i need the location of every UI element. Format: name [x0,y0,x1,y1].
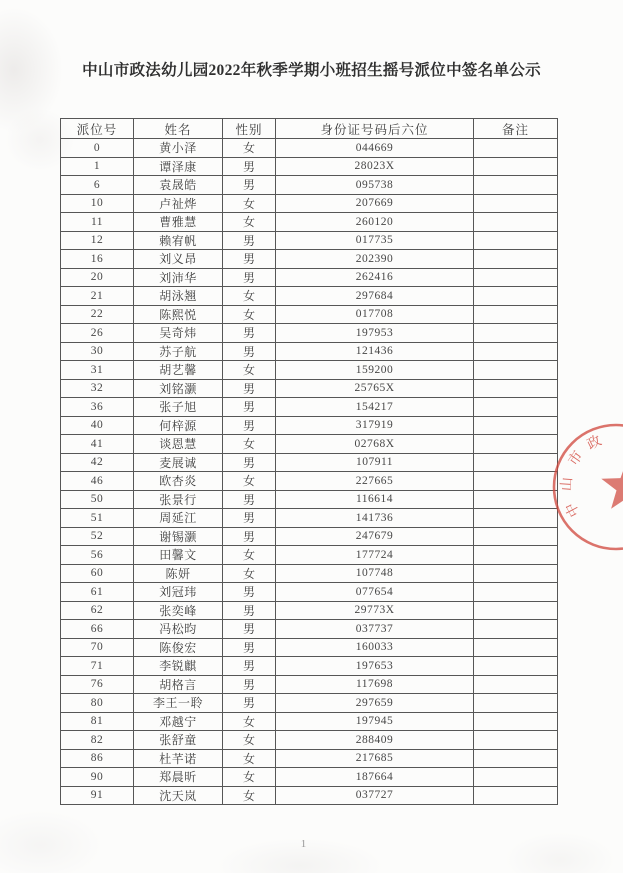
cell-id-last6: 177724 [276,546,474,565]
cell-name: 谢锡灏 [134,527,223,546]
cell-number: 50 [61,490,134,509]
seal-char: 政 [585,433,605,454]
cell-name: 张舒童 [134,731,223,750]
table-row [61,583,558,602]
cell-name: 何梓源 [134,416,223,435]
table-row [61,453,558,472]
cell-remarks [474,305,558,324]
cell-number: 21 [61,287,134,306]
cell-id-last6: 107748 [276,564,474,583]
seal-star-icon [601,460,623,509]
cell-number: 26 [61,324,134,343]
cell-name: 陈俊宏 [134,638,223,657]
cell-name: 谭泽康 [134,157,223,176]
cell-number: 36 [61,398,134,417]
cell-number: 32 [61,379,134,398]
table-row [61,620,558,639]
cell-name: 刘冠玮 [134,583,223,602]
cell-remarks [474,342,558,361]
cell-id-last6: 317919 [276,416,474,435]
table-row [61,694,558,713]
table-row [61,342,558,361]
cell-gender: 男 [223,638,276,657]
cell-number: 12 [61,231,134,250]
cell-gender: 男 [223,416,276,435]
cell-name: 卢祉烨 [134,194,223,213]
cell-gender: 男 [223,453,276,472]
cell-number: 62 [61,601,134,620]
cell-name: 李王一聆 [134,694,223,713]
cell-gender: 男 [223,694,276,713]
cell-number: 66 [61,620,134,639]
cell-gender: 男 [223,527,276,546]
cell-id-last6: 197953 [276,324,474,343]
table-row [61,527,558,546]
cell-name: 刘铭灏 [134,379,223,398]
cell-number: 41 [61,435,134,454]
cell-id-last6: 262416 [276,268,474,287]
cell-number: 16 [61,250,134,269]
cell-remarks [474,731,558,750]
cell-remarks [474,620,558,639]
cell-name: 杜芊诺 [134,749,223,768]
cell-id-last6: 037737 [276,620,474,639]
table-row [61,268,558,287]
cell-id-last6: 202390 [276,250,474,269]
page-title: 中山市政法幼儿园2022年秋季学期小班招生摇号派位中签名单公示 [82,62,541,79]
cell-number: 56 [61,546,134,565]
cell-gender: 女 [223,546,276,565]
cell-gender: 女 [223,786,276,805]
cell-gender: 女 [223,305,276,324]
cell-number: 91 [61,786,134,805]
cell-number: 40 [61,416,134,435]
cell-name: 刘沛华 [134,268,223,287]
cell-gender: 女 [223,139,276,158]
cell-remarks [474,675,558,694]
cell-gender: 男 [223,342,276,361]
table-header-row [61,119,558,139]
cell-gender: 女 [223,361,276,380]
column-header-name: 姓名 [134,119,223,139]
cell-remarks [474,601,558,620]
table-row [61,213,558,232]
seal-char: 中 [563,499,584,519]
cell-number: 70 [61,638,134,657]
cell-id-last6: 121436 [276,342,474,361]
table-row [61,712,558,731]
column-header-number: 派位号 [61,119,134,139]
cell-remarks [474,786,558,805]
cell-id-last6: 044669 [276,139,474,158]
cell-gender: 男 [223,250,276,269]
cell-name: 沈天岚 [134,786,223,805]
cell-gender: 男 [223,657,276,676]
cell-number: 52 [61,527,134,546]
cell-id-last6: 297684 [276,287,474,306]
cell-gender: 男 [223,398,276,417]
cell-name: 张奕峰 [134,601,223,620]
cell-number: 11 [61,213,134,232]
cell-gender: 男 [223,379,276,398]
cell-number: 0 [61,139,134,158]
cell-name: 郑晨昕 [134,768,223,787]
table-row [61,361,558,380]
table-row [61,657,558,676]
cell-remarks [474,268,558,287]
cell-gender: 男 [223,324,276,343]
cell-name: 赖宥帆 [134,231,223,250]
cell-remarks [474,379,558,398]
cell-remarks [474,250,558,269]
column-header-id-last6: 身份证号码后六位 [276,119,474,139]
cell-id-last6: 154217 [276,398,474,417]
cell-name: 麦展诚 [134,453,223,472]
cell-name: 邓越宁 [134,712,223,731]
lottery-result-table [60,118,558,805]
table-row [61,509,558,528]
cell-gender: 女 [223,712,276,731]
table-row [61,472,558,491]
cell-id-last6: 247679 [276,527,474,546]
cell-id-last6: 227665 [276,472,474,491]
cell-id-last6: 02768X [276,435,474,454]
cell-name: 曹雅慧 [134,213,223,232]
cell-id-last6: 197653 [276,657,474,676]
table-row [61,139,558,158]
table-row [61,731,558,750]
cell-number: 81 [61,712,134,731]
cell-number: 6 [61,176,134,195]
cell-remarks [474,583,558,602]
cell-remarks [474,213,558,232]
table-row [61,435,558,454]
cell-number: 30 [61,342,134,361]
cell-gender: 男 [223,231,276,250]
cell-number: 61 [61,583,134,602]
cell-gender: 女 [223,564,276,583]
table-row [61,250,558,269]
table-row [61,675,558,694]
cell-id-last6: 159200 [276,361,474,380]
cell-remarks [474,157,558,176]
cell-name: 李锐麒 [134,657,223,676]
column-header-gender: 性别 [223,119,276,139]
cell-remarks [474,324,558,343]
table-body [61,139,558,805]
cell-gender: 女 [223,768,276,787]
cell-gender: 男 [223,620,276,639]
cell-name: 胡艺馨 [134,361,223,380]
cell-number: 20 [61,268,134,287]
cell-remarks [474,194,558,213]
cell-id-last6: 207669 [276,194,474,213]
cell-remarks [474,638,558,657]
cell-name: 张景行 [134,490,223,509]
table-row [61,490,558,509]
cell-id-last6: 297659 [276,694,474,713]
cell-id-last6: 107911 [276,453,474,472]
table-row [61,176,558,195]
table-row [61,231,558,250]
page-number: 1 [300,838,307,850]
cell-remarks [474,176,558,195]
cell-gender: 女 [223,213,276,232]
cell-gender: 男 [223,509,276,528]
table-row [61,305,558,324]
cell-remarks [474,768,558,787]
cell-number: 76 [61,675,134,694]
table-row [61,638,558,657]
cell-name: 苏子航 [134,342,223,361]
cell-name: 张子旭 [134,398,223,417]
cell-name: 黄小泽 [134,139,223,158]
cell-remarks [474,231,558,250]
cell-gender: 女 [223,472,276,491]
cell-gender: 女 [223,194,276,213]
table-row [61,398,558,417]
cell-name: 胡泳翘 [134,287,223,306]
cell-remarks [474,712,558,731]
column-header-remarks: 备注 [474,119,558,139]
cell-gender: 男 [223,583,276,602]
cell-name: 吴奇炜 [134,324,223,343]
cell-name: 袁晟皓 [134,176,223,195]
official-seal-stamp [543,410,623,562]
cell-number: 31 [61,361,134,380]
cell-id-last6: 217685 [276,749,474,768]
table-row [61,324,558,343]
cell-remarks [474,287,558,306]
cell-remarks [474,564,558,583]
cell-remarks [474,657,558,676]
cell-id-last6: 116614 [276,490,474,509]
cell-gender: 男 [223,268,276,287]
cell-id-last6: 037727 [276,786,474,805]
cell-id-last6: 017708 [276,305,474,324]
cell-number: 82 [61,731,134,750]
cell-id-last6: 017735 [276,231,474,250]
cell-id-last6: 288409 [276,731,474,750]
cell-remarks [474,139,558,158]
cell-name: 周延江 [134,509,223,528]
cell-gender: 男 [223,176,276,195]
cell-number: 10 [61,194,134,213]
cell-gender: 女 [223,435,276,454]
cell-remarks [474,749,558,768]
cell-id-last6: 095738 [276,176,474,195]
cell-number: 60 [61,564,134,583]
cell-gender: 男 [223,675,276,694]
table-row [61,416,558,435]
cell-name: 刘义昂 [134,250,223,269]
cell-gender: 男 [223,601,276,620]
cell-number: 1 [61,157,134,176]
cell-name: 欧杏炎 [134,472,223,491]
cell-id-last6: 260120 [276,213,474,232]
cell-name: 陈熙悦 [134,305,223,324]
table-row [61,546,558,565]
cell-id-last6: 117698 [276,675,474,694]
cell-id-last6: 160033 [276,638,474,657]
cell-name: 田馨文 [134,546,223,565]
cell-id-last6: 197945 [276,712,474,731]
cell-gender: 女 [223,287,276,306]
cell-number: 71 [61,657,134,676]
cell-name: 谈恩慧 [134,435,223,454]
cell-id-last6: 077654 [276,583,474,602]
cell-id-last6: 25765X [276,379,474,398]
cell-name: 冯松昀 [134,620,223,639]
seal-char: 山 [559,476,576,492]
cell-id-last6: 187664 [276,768,474,787]
cell-number: 51 [61,509,134,528]
cell-number: 80 [61,694,134,713]
cell-gender: 女 [223,749,276,768]
cell-number: 90 [61,768,134,787]
table-row [61,379,558,398]
table-row [61,287,558,306]
table-row [61,768,558,787]
cell-number: 86 [61,749,134,768]
cell-name: 陈妍 [134,564,223,583]
cell-number: 42 [61,453,134,472]
table-row [61,749,558,768]
cell-name: 胡格言 [134,675,223,694]
cell-remarks [474,361,558,380]
cell-remarks [474,694,558,713]
cell-number: 46 [61,472,134,491]
table-row [61,601,558,620]
cell-number: 22 [61,305,134,324]
table-row [61,564,558,583]
table-row [61,194,558,213]
cell-gender: 男 [223,490,276,509]
cell-gender: 男 [223,157,276,176]
table-row [61,157,558,176]
cell-gender: 女 [223,731,276,750]
cell-id-last6: 28023X [276,157,474,176]
cell-id-last6: 141736 [276,509,474,528]
seal-char: 市 [566,448,587,469]
table-row [61,786,558,805]
cell-id-last6: 29773X [276,601,474,620]
